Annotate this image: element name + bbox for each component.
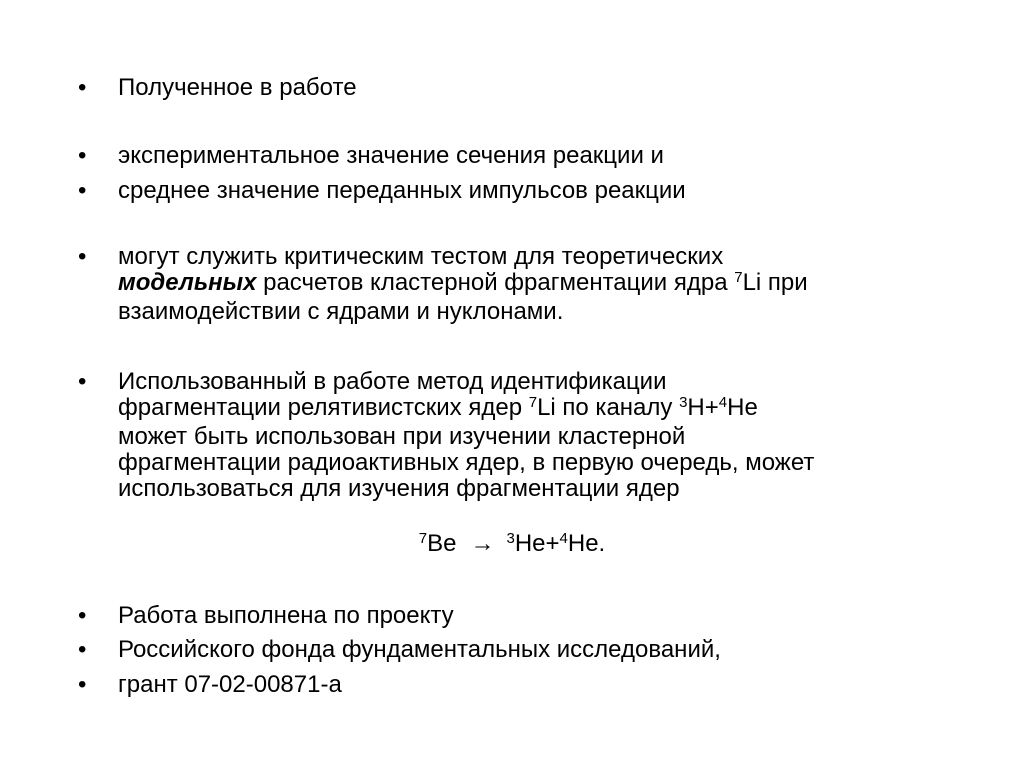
text-line: Использованный в работе метод идентификации bbox=[118, 368, 667, 395]
text-segment: фрагментации релятивистских ядер bbox=[118, 394, 529, 421]
bullet-text bbox=[118, 178, 978, 204]
bullet-marker: • bbox=[78, 177, 87, 204]
text-line: Работа выполнена по проекту bbox=[118, 602, 454, 629]
emphasized-word: модельных bbox=[118, 269, 257, 296]
arrow-right-icon: → bbox=[470, 530, 495, 557]
reaction-formula bbox=[0, 530, 1024, 561]
text-line: использоваться для изучения фрагментации ядер bbox=[118, 475, 680, 502]
superscript: 3 bbox=[506, 530, 515, 547]
bullet-text bbox=[118, 143, 978, 169]
bullet-marker: • bbox=[78, 368, 87, 395]
bullet-text bbox=[118, 637, 978, 663]
bullet-text bbox=[118, 244, 978, 325]
text-line: фрагментации радиоактивных ядер, в первую очередь, может bbox=[118, 449, 815, 476]
bullet-marker: • bbox=[78, 636, 87, 663]
text-line: взаимодействии с ядрами и нуклонами. bbox=[118, 298, 564, 325]
text-line: могут служить критическим тестом для теоретических bbox=[118, 243, 724, 270]
superscript: 3 bbox=[679, 394, 688, 411]
bullet-marker: • bbox=[78, 142, 87, 169]
text-segment: Li по каналу bbox=[537, 394, 680, 421]
superscript: 4 bbox=[718, 394, 728, 411]
text-line: может быть использован при изучении кластерной bbox=[118, 423, 686, 450]
formula-mid: He+ bbox=[514, 530, 560, 557]
text-line bbox=[118, 395, 978, 424]
superscript: 7 bbox=[418, 530, 428, 547]
superscript: 7 bbox=[734, 269, 743, 286]
superscript: 7 bbox=[528, 394, 538, 411]
bullet-marker: • bbox=[78, 74, 87, 101]
bullet-text bbox=[118, 369, 978, 502]
bullet-marker: • bbox=[78, 243, 87, 270]
text-line bbox=[118, 270, 978, 299]
bullet-marker: • bbox=[78, 602, 87, 629]
formula-left: Be bbox=[427, 530, 457, 557]
text-segment: расчетов кластерной фрагментации ядра bbox=[256, 269, 735, 296]
text-line: грант 07-02-00871-a bbox=[118, 671, 342, 698]
text-segment: He bbox=[727, 394, 758, 421]
formula-right: He. bbox=[567, 530, 606, 557]
text-line: Российского фонда фундаментальных исследований, bbox=[118, 636, 721, 663]
bullet-text bbox=[118, 75, 978, 101]
text-line: среднее значение переданных импульсов реакции bbox=[118, 177, 686, 204]
bullet-text bbox=[118, 603, 978, 629]
text-segment: H+ bbox=[687, 394, 719, 421]
text-line: Полученное в работе bbox=[118, 74, 357, 101]
bullet-marker: • bbox=[78, 671, 87, 698]
text-segment: Li при bbox=[742, 269, 808, 296]
bullet-text bbox=[118, 672, 978, 698]
text-line: экспериментальное значение сечения реакции и bbox=[118, 142, 664, 169]
superscript: 4 bbox=[559, 530, 568, 547]
